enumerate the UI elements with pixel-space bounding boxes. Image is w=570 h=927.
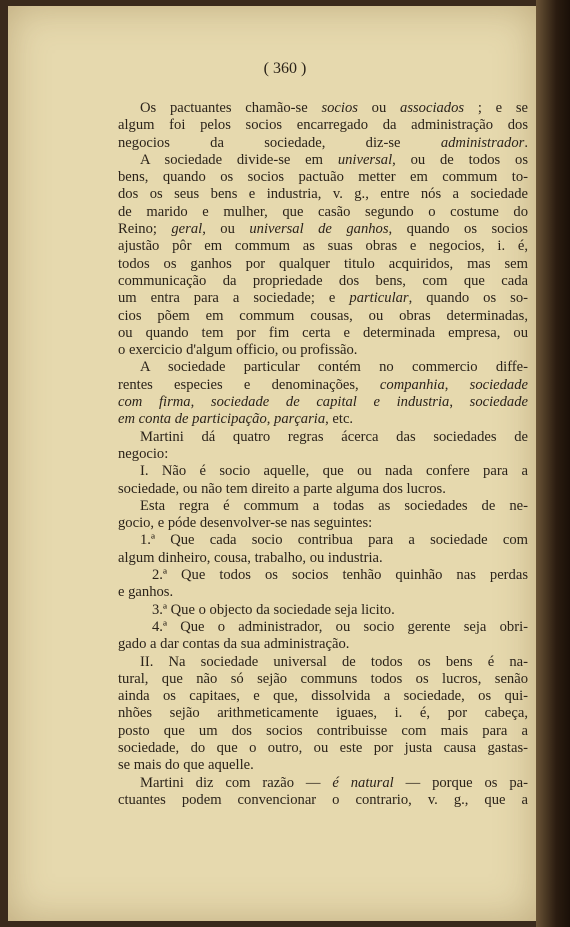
italic-term: sociedade	[469, 394, 528, 411]
text-run: , ou de todos os	[392, 151, 528, 168]
text-run: Esta regra é commum a todas as sociedades de ne-	[140, 497, 528, 514]
text-run: , quando os socios	[388, 221, 528, 238]
text-run: ,	[190, 394, 211, 411]
text-run: ainda os capitaes, e que, dissolvida a sociedade, os qui-	[118, 688, 528, 705]
text-line	[118, 204, 528, 221]
text-line	[118, 152, 528, 169]
text-line	[118, 429, 528, 446]
italic-term: particular	[349, 290, 409, 307]
text-run: de marido e mulher, que casão segundo o costume do	[118, 203, 528, 220]
text-line	[118, 256, 528, 273]
text-line	[118, 377, 528, 394]
text-run: A sociedade particular contém no commercio diffe-	[140, 359, 528, 376]
italic-term: parçaria	[274, 411, 326, 428]
text-line	[118, 498, 528, 515]
text-run: A sociedade divide-se em	[140, 151, 338, 168]
text-run: , etc.	[325, 411, 354, 428]
text-line	[118, 100, 528, 117]
text-run: se mais do que aquelle.	[118, 757, 254, 774]
text-line	[118, 757, 528, 774]
text-line	[118, 515, 528, 532]
italic-term: socios	[321, 100, 358, 116]
text-line	[118, 411, 528, 428]
text-line	[118, 619, 528, 636]
text-run: I. Não é socio aquelle, que ou nada confere para a	[140, 463, 528, 480]
text-run: communicação da propriedade dos bens, com que cada	[118, 272, 528, 289]
text-run: negocio:	[118, 445, 169, 462]
text-line	[118, 688, 528, 705]
italic-term: universal	[337, 151, 393, 168]
text-line	[118, 792, 528, 809]
text-run: negocios da sociedade, diz-se	[118, 134, 441, 151]
page-gutter	[536, 0, 570, 927]
text-line	[118, 671, 528, 688]
text-run: o exercicio d'algum officio, ou profissão.	[118, 342, 358, 359]
text-run: sociedade, ou não tem direito a parte alguma dos lucros.	[118, 480, 446, 497]
text-line	[118, 446, 528, 463]
text-run: todos os ganhos por qualquer titulo acquiridos, mas sem	[118, 255, 528, 272]
text-line	[118, 308, 528, 325]
italic-term: administrador	[440, 134, 525, 151]
text-run: — porque os pa-	[393, 774, 528, 791]
text-run: ,	[444, 376, 470, 393]
italic-term: com firma	[118, 394, 191, 411]
text-line	[118, 723, 528, 740]
text-line	[118, 463, 528, 480]
page-number: ( 360 )	[263, 60, 307, 77]
text-line	[118, 359, 528, 376]
text-run: posto que um dos socios contribuisse com mais para a	[118, 722, 528, 739]
text-run: e ganhos.	[118, 584, 174, 601]
text-run: Os pactuantes chamão-se	[140, 100, 322, 116]
text-run: gocio, e póde desenvolver-se nas seguintes:	[118, 515, 373, 532]
text-run: dos os seus bens e industria, v. g., entre nós a sociedade	[118, 186, 528, 203]
text-line	[118, 325, 528, 342]
text-run: gado a dar contas da sua administração.	[118, 636, 350, 653]
text-line	[118, 169, 528, 186]
text-line	[118, 705, 528, 722]
text-line	[118, 775, 528, 792]
text-run: cios põem em commum cousas, ou obras determinadas,	[118, 307, 528, 324]
text-run: Martini diz com razão —	[140, 774, 333, 791]
italic-term: sociedade de capital e industria	[210, 394, 450, 411]
text-line	[118, 290, 528, 307]
text-run: sociedade, do que o outro, ou este por justa causa gastas-	[118, 739, 528, 756]
text-run: 3.ª Que o objecto da sociedade seja licito.	[152, 601, 395, 618]
italic-term: em conta de participação	[118, 411, 267, 428]
italic-term: associados	[400, 100, 465, 116]
italic-term: universal de ganhos	[249, 221, 389, 238]
text-run: ,	[449, 394, 470, 411]
text-line	[118, 273, 528, 290]
text-run: II. Na sociedade universal de todos os bens é na-	[140, 653, 528, 670]
text-line	[118, 221, 528, 238]
text-run: rentes especies e denominações,	[118, 376, 380, 393]
text-line	[118, 636, 528, 653]
text-run: , ou	[202, 221, 250, 238]
text-line	[118, 654, 528, 671]
text-line	[118, 532, 528, 549]
italic-term: geral	[171, 221, 203, 238]
text-line	[118, 740, 528, 757]
text-run: ou quando tem por fim certa e determinada empresa, ou	[118, 324, 528, 341]
text-line	[118, 238, 528, 255]
text-run: ,	[266, 411, 275, 428]
text-line	[118, 550, 528, 567]
text-run: algum dinheiro, cousa, trabalho, ou industria.	[118, 549, 383, 566]
text-run: tural, que não só sejão communs todos os lucros, senão	[118, 670, 528, 687]
italic-term: sociedade	[469, 376, 528, 393]
text-run: 2.ª Que todos os socios tenhão quinhão nas perdas	[152, 567, 528, 584]
text-line	[118, 584, 528, 601]
text-run: 4.ª Que o administrador, ou socio gerente seja obri-	[152, 618, 528, 635]
text-line	[118, 567, 528, 584]
text-line	[118, 186, 528, 203]
text-line	[118, 602, 528, 619]
text-line	[118, 117, 528, 134]
text-line	[118, 394, 528, 411]
page-body-text	[118, 100, 528, 809]
italic-term: é natural	[332, 774, 394, 791]
text-run: Reino;	[118, 221, 172, 238]
text-line	[118, 135, 528, 152]
text-run: .	[524, 134, 528, 151]
text-run: nhões sejão arithmeticamente iguaes, i. é, por cabeça,	[118, 705, 528, 722]
text-run: ou	[357, 100, 401, 116]
text-run: ; e se	[464, 100, 528, 116]
italic-term: companhia	[379, 376, 445, 393]
text-run: ctuantes podem convencionar o contrario, v. g., que a	[118, 791, 528, 808]
text-run: , quando os so-	[408, 290, 528, 307]
text-run: 1.ª Que cada socio contribua para a sociedade com	[140, 532, 528, 549]
text-line	[118, 481, 528, 498]
text-run: algum foi pelos socios encarregado da administração dos	[118, 117, 528, 134]
text-line	[118, 342, 528, 359]
text-run: ajustão pôr em commum as suas obras e negocios, i. é,	[118, 238, 528, 255]
text-run: bens, quando os socios pactuão metter em commum to-	[118, 169, 528, 186]
text-run: Martini dá quatro regras ácerca das sociedades de	[140, 428, 528, 445]
text-run: um entra para a sociedade; e	[118, 290, 350, 307]
